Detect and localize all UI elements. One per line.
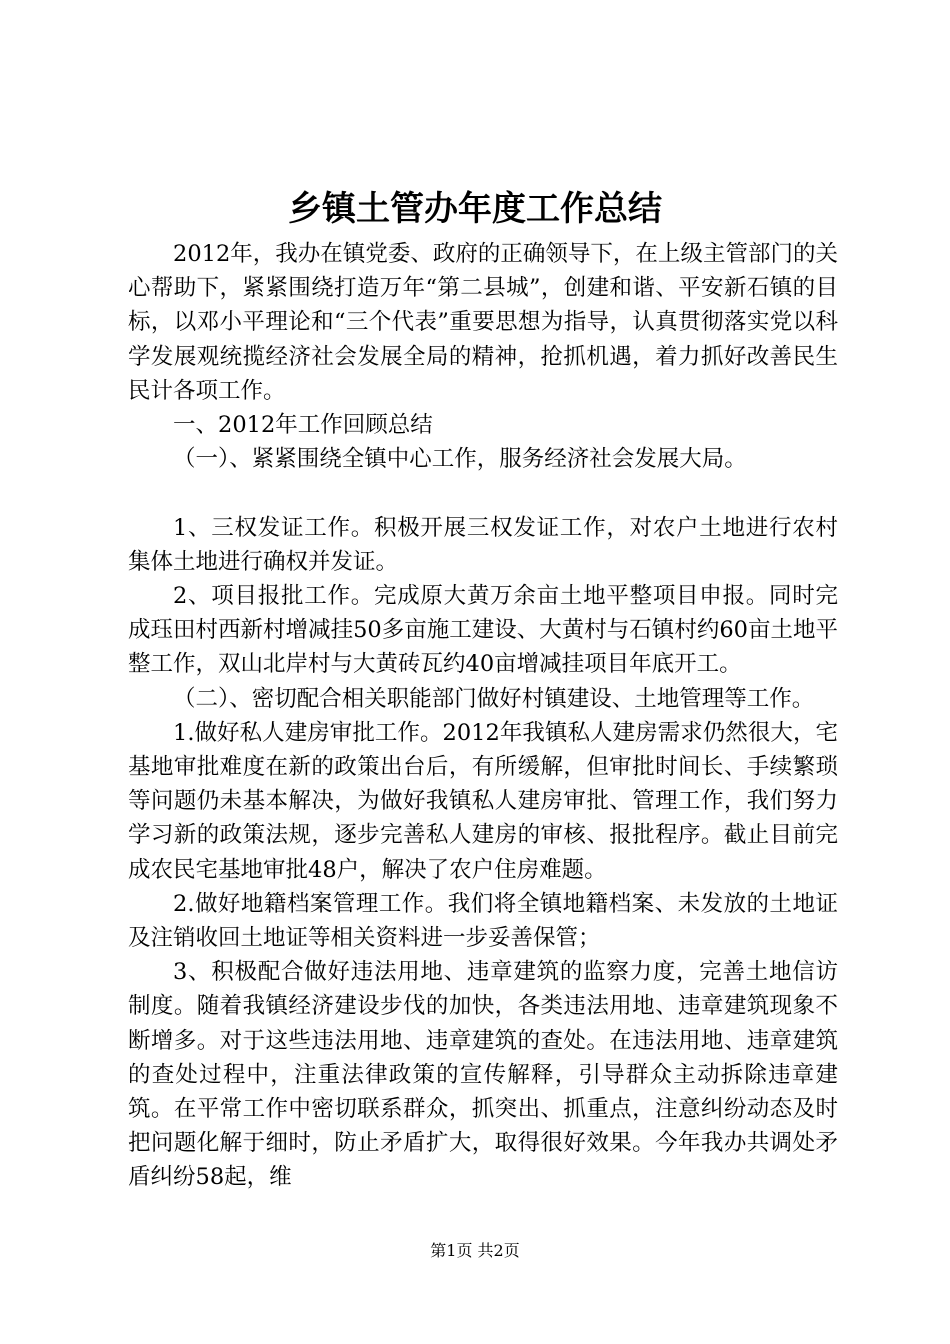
body-paragraph: 1.做好私人建房审批工作。2012年我镇私人建房需求仍然很大，宅基地审批难度在新的政策出台后，有所缓解，但审批时间长、手续繁琐等问题仍未基本解决，为做好我镇私人建房审批、管理工作，我们努力学习新的政策法规，逐步完善私人建房的审核、报批程序。截止目前完成农民宅基地审批48户，解决了农户住房难题。 (128, 719, 838, 883)
subsection-heading: （一）、紧紧围绕全镇中心工作，服务经济社会发展大局。 (173, 446, 747, 473)
body-paragraph: 2、项目报批工作。完成原大黄万余亩土地平整项目申报。同时完成珏田村西新村增减挂50多亩施工建设、大黄村与石镇村约60亩土地平整工作，双山北岸村与大黄砖瓦约40亩增减挂项目年底开工。 (128, 583, 838, 678)
body-paragraph: 2.做好地籍档案管理工作。我们将全镇地籍档案、未发放的土地证及注销收回土地证等相关资料进一步妥善保管； (128, 890, 838, 952)
body-paragraph: 1、三权发证工作。积极开展三权发证工作，对农户土地进行农村集体土地进行确权并发证。 (128, 514, 838, 575)
body-paragraph: 3、积极配合做好违法用地、违章建筑的监察力度，完善土地信访制度。随着我镇经济建设步伐的加快，各类违法用地、违章建筑现象不断增多。对于这些违法用地、违章建筑的查处。在违法用地、违章建筑的查处过程中，注重法律政策的宣传解释，引导群众主动拆除违章建筑。在平常工作中密切联系群众，抓突出、抓重点，注意纠纷动态及时把问题化解于细时，防止矛盾扩大，取得很好效果。今年我办共调处矛盾纠纷58起，维 (128, 959, 838, 1191)
document-title: 乡镇土管办年度工作总结 (288, 189, 662, 229)
blank-line (128, 476, 838, 510)
intro-paragraph: 2012年，我办在镇党委、政府的正确领导下，在上级主管部门的关心帮助下，紧紧围绕打造万年“第二县城”，创建和谐、平安新石镇的目标，以邓小平理论和“三个代表”重要思想为指导，认真贯彻落实党以科学发展观统揽经济社会发展全局的精神，抢抓机遇，着力抓好改善民生民计各项工作。 (128, 241, 838, 404)
subsection-heading: （二）、密切配合相关职能部门做好村镇建设、土地管理等工作。 (173, 685, 815, 712)
page-number-footer: 第1页 共2页 (430, 1241, 520, 1260)
section-heading: 一、2012年工作回顾总结 (173, 412, 433, 439)
document-body (128, 237, 838, 1195)
